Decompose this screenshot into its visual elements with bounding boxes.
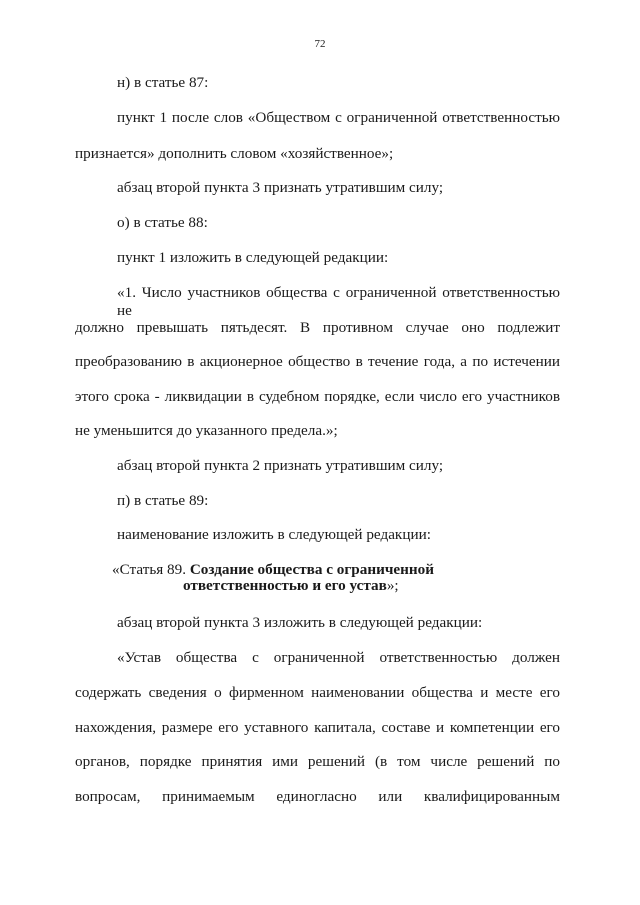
paragraph-line: признается» дополнить словом «хозяйственное»; (75, 145, 394, 162)
paragraph-line: «1. Число участников общества с ограниченной ответственностью не (117, 284, 560, 319)
article-heading-prefix: «Статья 89. (112, 561, 190, 578)
paragraph-line: не уменьшится до указанного предела.»; (75, 422, 338, 439)
page-number: 72 (314, 38, 326, 50)
paragraph-line: пункт 1 после слов «Обществом с ограниченной ответственностью (117, 109, 560, 126)
paragraph-item-p: п) в статье 89: (117, 492, 209, 509)
paragraph-item-o: о) в статье 88: (117, 214, 208, 231)
paragraph-line: «Устав общества с ограниченной ответственностью должен (117, 649, 560, 666)
paragraph-line: нахождения, размере его уставного капитала, составе и компетенции его (75, 719, 560, 736)
paragraph-line: абзац второй пункта 3 признать утратившим силу; (117, 179, 444, 196)
paragraph-line: содержать сведения о фирменном наименовании общества и месте его (75, 684, 560, 701)
paragraph-line: этого срока - ликвидации в судебном порядке, если число его участников (75, 388, 560, 405)
paragraph-line: должно превышать пятьдесят. В противном случае оно подлежит (75, 319, 560, 336)
paragraph-line: органов, порядке принятия ими решений (в том числе решений по (75, 753, 560, 770)
paragraph-line: абзац второй пункта 3 изложить в следующей редакции: (117, 614, 483, 631)
article-heading-title: ответственностью и его устав (183, 577, 387, 594)
paragraph-line: преобразованию в акционерное общество в течение года, а по истечении (75, 353, 560, 370)
paragraph-line: абзац второй пункта 2 признать утратившим силу; (117, 457, 444, 474)
article-heading-suffix: »; (386, 577, 399, 594)
paragraph-line: наименование изложить в следующей редакции: (117, 526, 431, 543)
paragraph-line: вопросам, принимаемым единогласно или квалифицированным (75, 788, 560, 805)
article-heading-line (0, 577, 640, 595)
paragraph-item-n: н) в статье 87: (117, 74, 209, 91)
paragraph-line: пункт 1 изложить в следующей редакции: (117, 249, 389, 266)
article-heading-title: Создание общества с ограниченной (189, 561, 434, 578)
